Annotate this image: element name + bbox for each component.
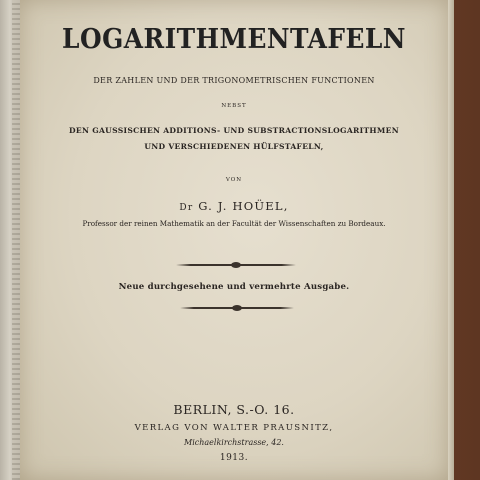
subtitle-functions: DER ZAHLEN UND DER TRIGONOMETRISCHEN FUNCTIONEN <box>93 76 375 85</box>
subtitle-gauss: DEN GAUSSISCHEN ADDITIONS- UND SUBSTRACTIONSLOGARITHMEN <box>69 126 399 135</box>
author-name <box>20 199 448 213</box>
edition-note: Neue durchgesehene und vermehrte Ausgabe. <box>118 282 350 292</box>
subtitle-nebst: NEBST <box>221 103 247 109</box>
publisher-address: Michaelkirchstrasse, 42. <box>184 438 284 447</box>
title-page <box>20 0 448 480</box>
book-title: LOGARITHMENTAFELN <box>62 24 406 55</box>
subtitle-tables: UND VERSCHIEDENEN HÜLFSTAFELN, <box>144 142 324 151</box>
author-affiliation: Professor der reinen Mathematik an der Facultät der Wissenschaften zu Bordeaux. <box>82 219 386 228</box>
page-right-edge <box>448 0 454 480</box>
author-prefix: Dr <box>179 203 194 213</box>
publication-city: BERLIN, S.-O. 16. <box>173 402 295 417</box>
page-edges <box>12 0 20 480</box>
publisher: VERLAG VON WALTER PRAUSNITZ, <box>134 423 334 433</box>
publication-year: 1913. <box>219 453 249 463</box>
ornament-rule-top <box>176 262 296 268</box>
ornament-rule-bottom <box>180 305 294 311</box>
author-name-text: G. J. HOÜEL, <box>198 199 289 213</box>
by-line: VON <box>225 177 243 183</box>
